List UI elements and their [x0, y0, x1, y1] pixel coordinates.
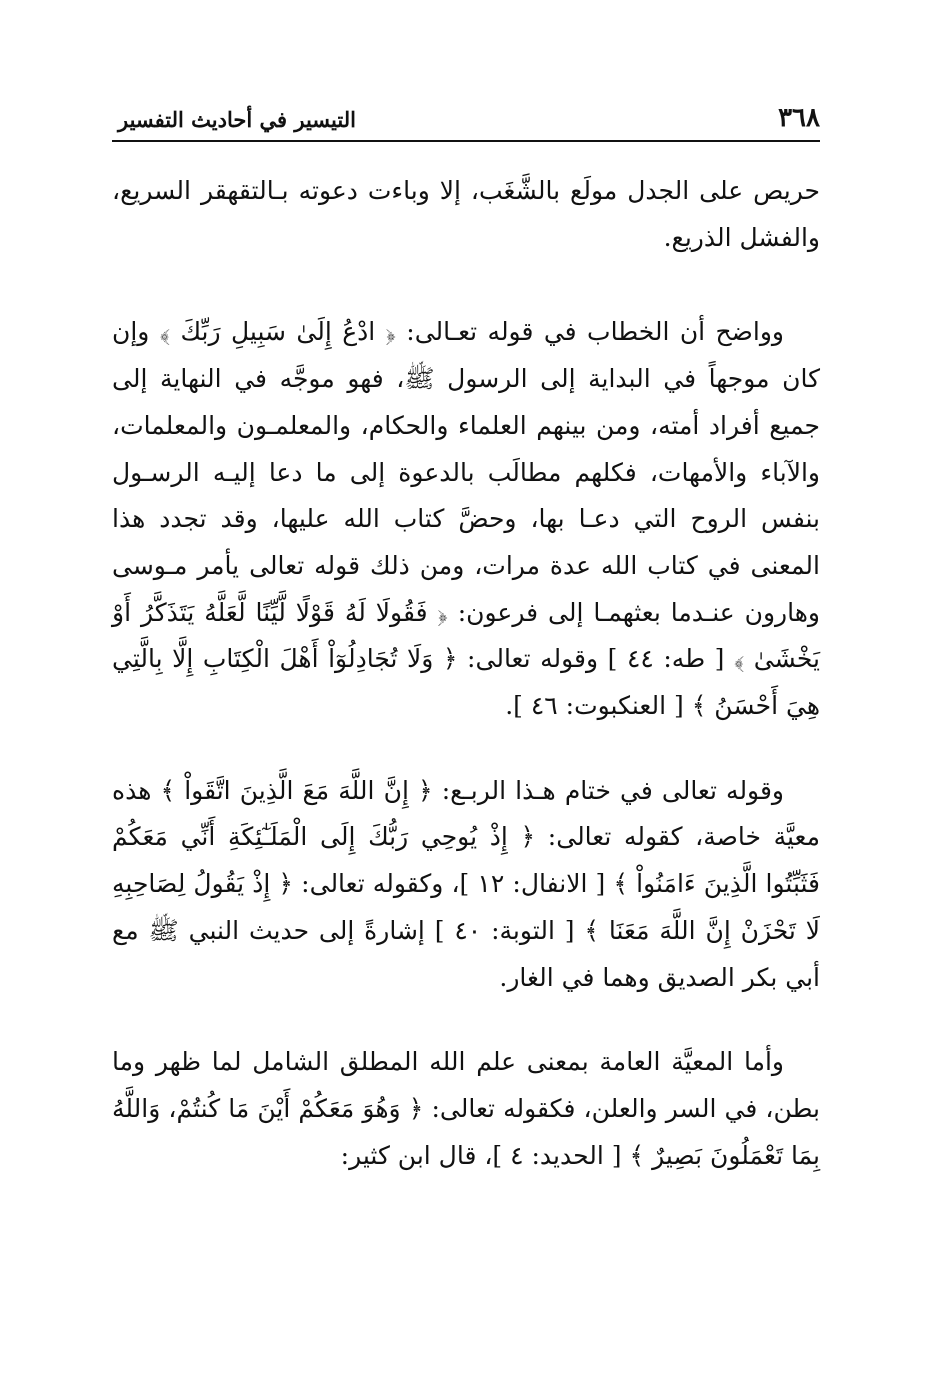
paragraph-special-companionship: وقوله تعالى في ختام هـذا الربـع: ﴿ إِنَّ اللَّهَ مَعَ الَّذِينَ اتَّقَواْ ﴾ هذه معيَّة خاصة، كقوله تعالى: ﴿ إِذْ يُوحِي رَبُّكَ إِلَى الْمَلَـٰٓئِكَةِ أَنِّي مَعَكُمْ فَثَبِّتُوا الَّذِينَ ءَامَنُواْ ﴾ [ الانفال: ١٢ ]، وكقوله تعالى: ﴿ إِذْ يَقُولُ لِصَاحِبِهِ لَا تَحْزَنْ إِنَّ اللَّهَ مَعَنَا ﴾ [ التوبة: ٤٠ ] إشارةً إلى حديث النبي ﷺ مع أبي بكر الصديق وهما في الغار. [112, 775, 821, 992]
paragraph-general-companionship: وأما المعيَّة العامة بمعنى علم الله المطلق الشامل لما ظهر وما بطن، في السر والعلن، فكقوله تعالى: ﴿ وَهُوَ مَعَكُمْ أَيْنَ مَا كُنتُمْ، وَاللَّهُ بِمَا تَعْمَلُونَ بَصِيرٌ ﴾ [ الحديد: ٤ ]، قال ابن كثير: [112, 1047, 820, 1170]
paragraph-continuation: حريص على الجدل مولَع بالشَّغَب، إلا وباءت دعوته بـالتقهقر السريع، والفشل الذريع. [112, 176, 820, 252]
running-title: التيسير في أحاديث التفسير [118, 107, 356, 132]
page-body [112, 168, 820, 1179]
page-header [112, 100, 820, 142]
paragraph-dawah-address: وواضح أن الخطاب في قوله تعـالى: ﴿ ادْعُ إِلَىٰ سَبِيلِ رَبِّكَ ﴾ وإن كان موجهاً في البداية إلى الرسول ﷺ، فهو موجَّه في النهاية إلى جميع أفراد أمته، ومن بينهم العلماء والحكام، والمعلمـون والمعلمات، والآباء والأمهات، فكلهم مطالَب بالدعوة إلى ما دعا إليـه الرسـول بنفس الروح التي دعـا بها، وحضَّ كتاب الله عليها، وقد تجدد هذا المعنى في كتاب الله عدة مرات، ومن ذلك قوله تعالى يأمر مـوسى وهارون عنـدما بعثهمـا إلى فرعون: ﴿ فَقُولَا لَهُ قَوْلًا لَّيِّنًا لَّعَلَّهُ يَتَذَكَّرُ أَوْ يَخْشَىٰ ﴾ [ طه: ٤٤ ] وقوله تعالى: ﴿ وَلَا تُجَادِلُوٓاْ أَهْلَ الْكِتَابِ إِلَّا بِالَّتِي هِيَ أَحْسَنُ ﴾ [ العنكبوت: ٤٦ ]. [112, 317, 821, 721]
page-number: ٣٦٨ [778, 103, 820, 133]
